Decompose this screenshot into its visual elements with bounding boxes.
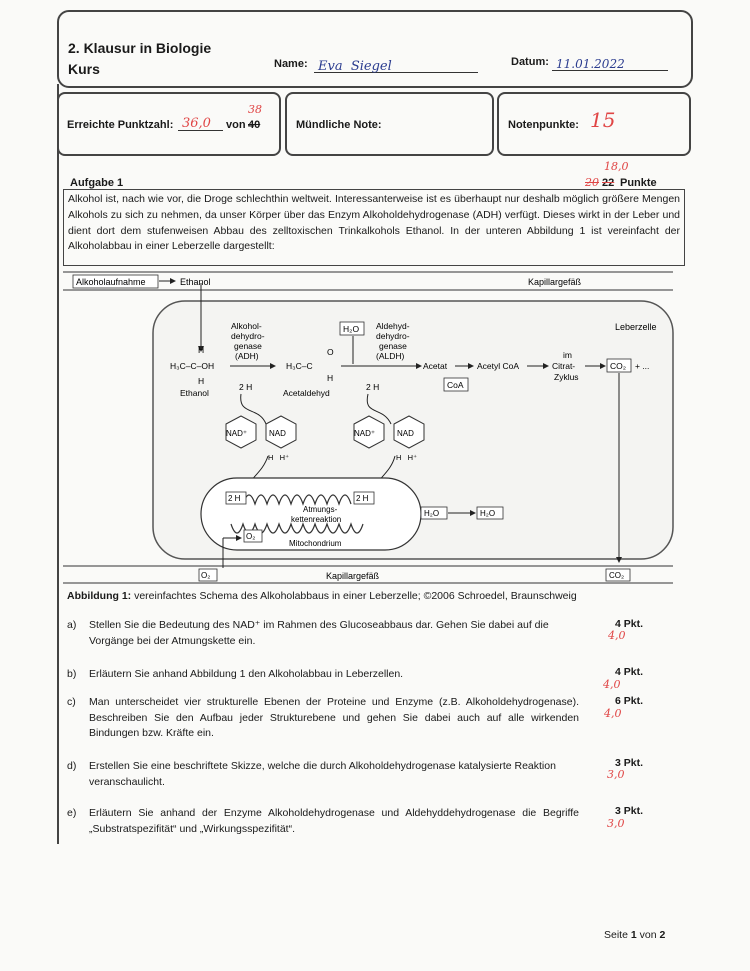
question-c-points: 6 Pkt. [615,695,644,707]
ethanol-h-bottom: H [198,376,205,386]
o2-inner: O₂ [246,532,256,541]
question-d-letter: d) [67,760,77,772]
kapillargefaess-top-label: Kapillargefäß [528,277,582,287]
co2-top-label: CO₂ [610,361,627,371]
adh-label-1: Alkohol- [231,321,262,331]
question-c-score: 4,0 [604,707,622,720]
h2o-inner: H₂O [424,509,440,518]
acetaldehyd-o: O [327,347,334,357]
question-d-text: Erstellen Sie eine beschriftete Skizze, welche die durch Alkoholdehydrogenase katalysierte Reaktion veranschaulicht. [89,760,556,788]
aufgabe-points-unit: Punkte [620,177,657,189]
acetaldehyd-formula: H₃C–C [286,361,313,371]
question-a-letter: a) [67,619,77,631]
caption-text: vereinfachtes Schema des Alkoholabbaus in einer Leberzelle; ©2006 Schroedel, Braunschweig [131,590,577,602]
nad-plus-1: NAD⁺ [226,429,248,438]
von-printed: 40 [248,119,261,131]
h-hplus-2: H H⁺ [396,453,418,462]
von-label: von [226,119,246,131]
aufgabe-intro: Alkohol ist, nach wie vor, die Droge schlechthin weltweit. Interessanterweise ist es überhaupt nur deshalb möglich größere Mengen Alkohols zu sich zu nehmen, da unser Körper über das Enzym Alkoholdehydrogenase (ADH) verfügt. Dieses wirkt in der Leber und dient dort dem stufenweisen Abbau des zelltoxischen Trinkalkohols Ethanol. In der unteren Abbildung 1 ist vereinfacht der Alkoholabbau in einer Leberzelle dargestellt: [68,193,680,253]
datum-value: 11.01.2022 [556,57,625,71]
aldh-label-1: Aldehyd- [376,321,410,331]
acetaldehyd-h: H [327,373,334,383]
muendlich-label: Mündliche Note: [296,119,382,131]
punktzahl-label: Erreichte Punktzahl: [67,119,174,131]
h-hplus-1: H H⁺ [268,453,290,462]
h2o-outer: H₂O [480,509,496,518]
ethanol-label: Ethanol [180,388,209,398]
adh-label-3: genase [234,341,262,351]
mitochondrium-label: Mitochondrium [289,539,342,548]
question-e-text: Erläutern Sie anhand der Enzyme Alkoholdehydrogenase und Aldehyddehydrogenase die Begriffe „Substratspezifität“ und „Wirkungsspezifität“. [89,807,579,835]
aufgabe-points-corrected: 18,0 [604,160,629,173]
kurs-label: Kurs [68,61,100,77]
two-h-4: 2 H [356,494,369,503]
question-a-text: Stellen Sie die Bedeutung des NAD⁺ im Rahmen des Glucoseabbaus dar. Gehen Sie dabei auf die Vorgänge bei der Atmungskette ein. [89,619,549,647]
question-b-points: 4 Pkt. [615,666,644,678]
noten-value: 15 [590,108,616,132]
atmung-label-2: kettenreaktion [291,515,342,524]
question-c-letter: c) [67,696,76,708]
zyklus-label: Zyklus [554,372,579,382]
nad-1: NAD [269,429,286,438]
two-h-3: 2 H [228,494,241,503]
margin-line [57,84,59,844]
question-b-score: 4,0 [603,678,621,691]
acetaldehyd-label: Acetaldehyd [283,388,330,398]
atmung-label-1: Atmungs- [303,505,338,514]
two-h-2: 2 H [366,382,380,392]
adh-label-2: dehydro- [231,331,265,341]
nad-plus-2: NAD⁺ [354,429,376,438]
footer-von: von [639,929,657,941]
question-b-letter: b) [67,668,77,680]
footer-page-total: 2 [659,929,666,941]
acetylcoa-label: Acetyl CoA [477,361,520,371]
question-a-score: 4,0 [608,629,626,642]
punktzahl-value: 36,0 [182,116,211,131]
acetat-label: Acetat [423,361,448,371]
footer-seite: Seite [604,929,628,941]
aufgabe-points-printed: 22 [602,177,615,189]
question-a-points: 4 Pkt. [615,618,644,630]
caption-bold: Abbildung 1: [67,590,132,602]
aldh-label-4: (ALDH) [376,351,405,361]
ethanol-formula: H₃C–C–OH [170,361,215,371]
adh-label-4: (ADH) [235,351,259,361]
o2-bottom: O₂ [201,571,211,580]
question-e-score: 3,0 [607,817,625,830]
alkoholaufnahme-label: Alkoholaufnahme [76,277,146,287]
name-value: Eva Siegel [318,59,392,74]
aldh-label-2: dehydro- [376,331,410,341]
von-corrected: 38 [248,103,262,116]
leberzelle-label: Leberzelle [615,322,657,332]
aldh-label-3: genase [379,341,407,351]
coa-label: CoA [447,380,464,390]
figure-caption [67,590,577,602]
citrat-label: Citrat- [552,361,576,371]
question-e-letter: e) [67,807,77,819]
datum-label: Datum: [511,56,549,68]
page-footer [604,929,665,941]
name-line [314,57,478,73]
figure-alkoholabbau [63,266,683,586]
noten-label: Notenpunkte: [508,119,579,131]
kapillargefaess-bottom-label: Kapillargefäß [326,571,380,581]
h2o-top-label: H₂O [343,324,360,334]
footer-page-num: 1 [630,929,637,941]
punktzahl-line [178,114,223,131]
nad-2: NAD [397,429,414,438]
question-e-points: 3 Pkt. [615,805,644,817]
question-d-score: 3,0 [607,768,625,781]
question-c-text: Man unterscheidet vier strukturelle Ebenen der Proteine und Enzyme (z.B. Alkoholdehydrogenase). Beschreiben Sie den Aufbau jeder Strukturebene und gehen Sie dabei auch auf alle wirkenden Bindungen bzw. Kräfte ein. [89,696,579,739]
plus-dots: + ... [635,361,650,371]
question-d-points: 3 Pkt. [615,757,644,769]
aufgabe-title: Aufgabe 1 [70,177,124,189]
im-label: im [563,350,572,360]
datum-line [552,55,668,71]
exam-title: 2. Klausur in Biologie [68,40,212,56]
co2-bottom: CO₂ [609,571,625,580]
aufgabe-points-struck: 20 [585,176,599,189]
question-b-text: Erläutern Sie anhand Abbildung 1 den Alkoholabbau in Leberzellen. [89,668,404,680]
ethanol-h-top: H [198,345,205,355]
ethanol-top-label: Ethanol [180,277,211,287]
name-label: Name: [274,58,308,70]
two-h-1: 2 H [239,382,253,392]
